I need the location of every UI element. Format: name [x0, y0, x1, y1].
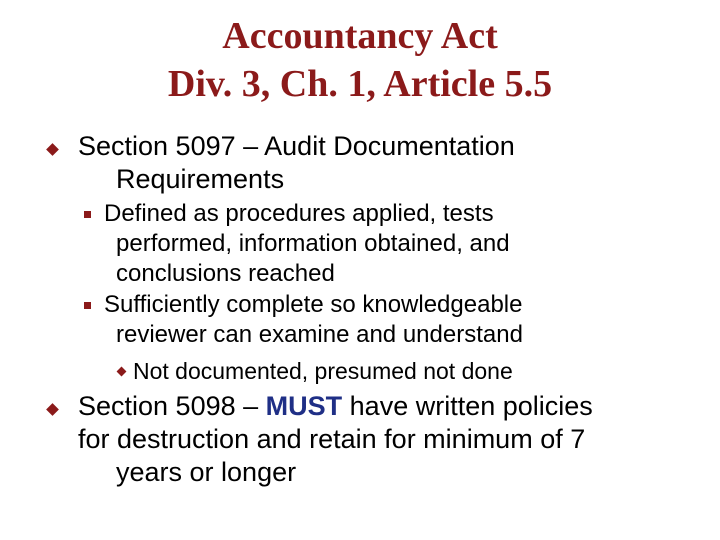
diamond-bullet-icon [46, 403, 59, 416]
bullet-2-line-1-start: Section 5098 – [78, 391, 266, 421]
bullet-2-line-1-end: have written policies [342, 391, 593, 421]
diamond-bullet-icon [117, 367, 127, 377]
sub-bullet-1-line-2: performed, information obtained, and [116, 230, 510, 257]
sub-bullet-1-line-3: conclusions reached [116, 260, 335, 287]
slide-title-line-2: Div. 3, Ch. 1, Article 5.5 [167, 63, 553, 105]
bullet-1-line-1: Section 5097 – Audit Documentation [78, 131, 515, 161]
emphasis-must: MUST [265, 391, 343, 421]
bullet-2-line-2: for destruction and retain for minimum of 7 [78, 424, 586, 454]
sub-bullet-2-line-2: reviewer can examine and understand [116, 321, 523, 348]
bullet-2-line-3: years or longer [116, 457, 297, 487]
sub-bullet-2-line-1: Sufficiently complete so knowledgeable [104, 291, 523, 318]
bullet-2-line-1 [78, 390, 593, 422]
square-bullet-icon [84, 302, 91, 309]
bullet-1-line-2: Requirements [116, 164, 285, 194]
diamond-bullet-icon [46, 143, 59, 156]
slide-title-line-1: Accountancy Act [222, 15, 498, 57]
square-bullet-icon [84, 211, 91, 218]
sub-bullet-1-line-1: Defined as procedures applied, tests [104, 200, 494, 227]
sub-sub-bullet-line: Not documented, presumed not done [133, 358, 513, 384]
